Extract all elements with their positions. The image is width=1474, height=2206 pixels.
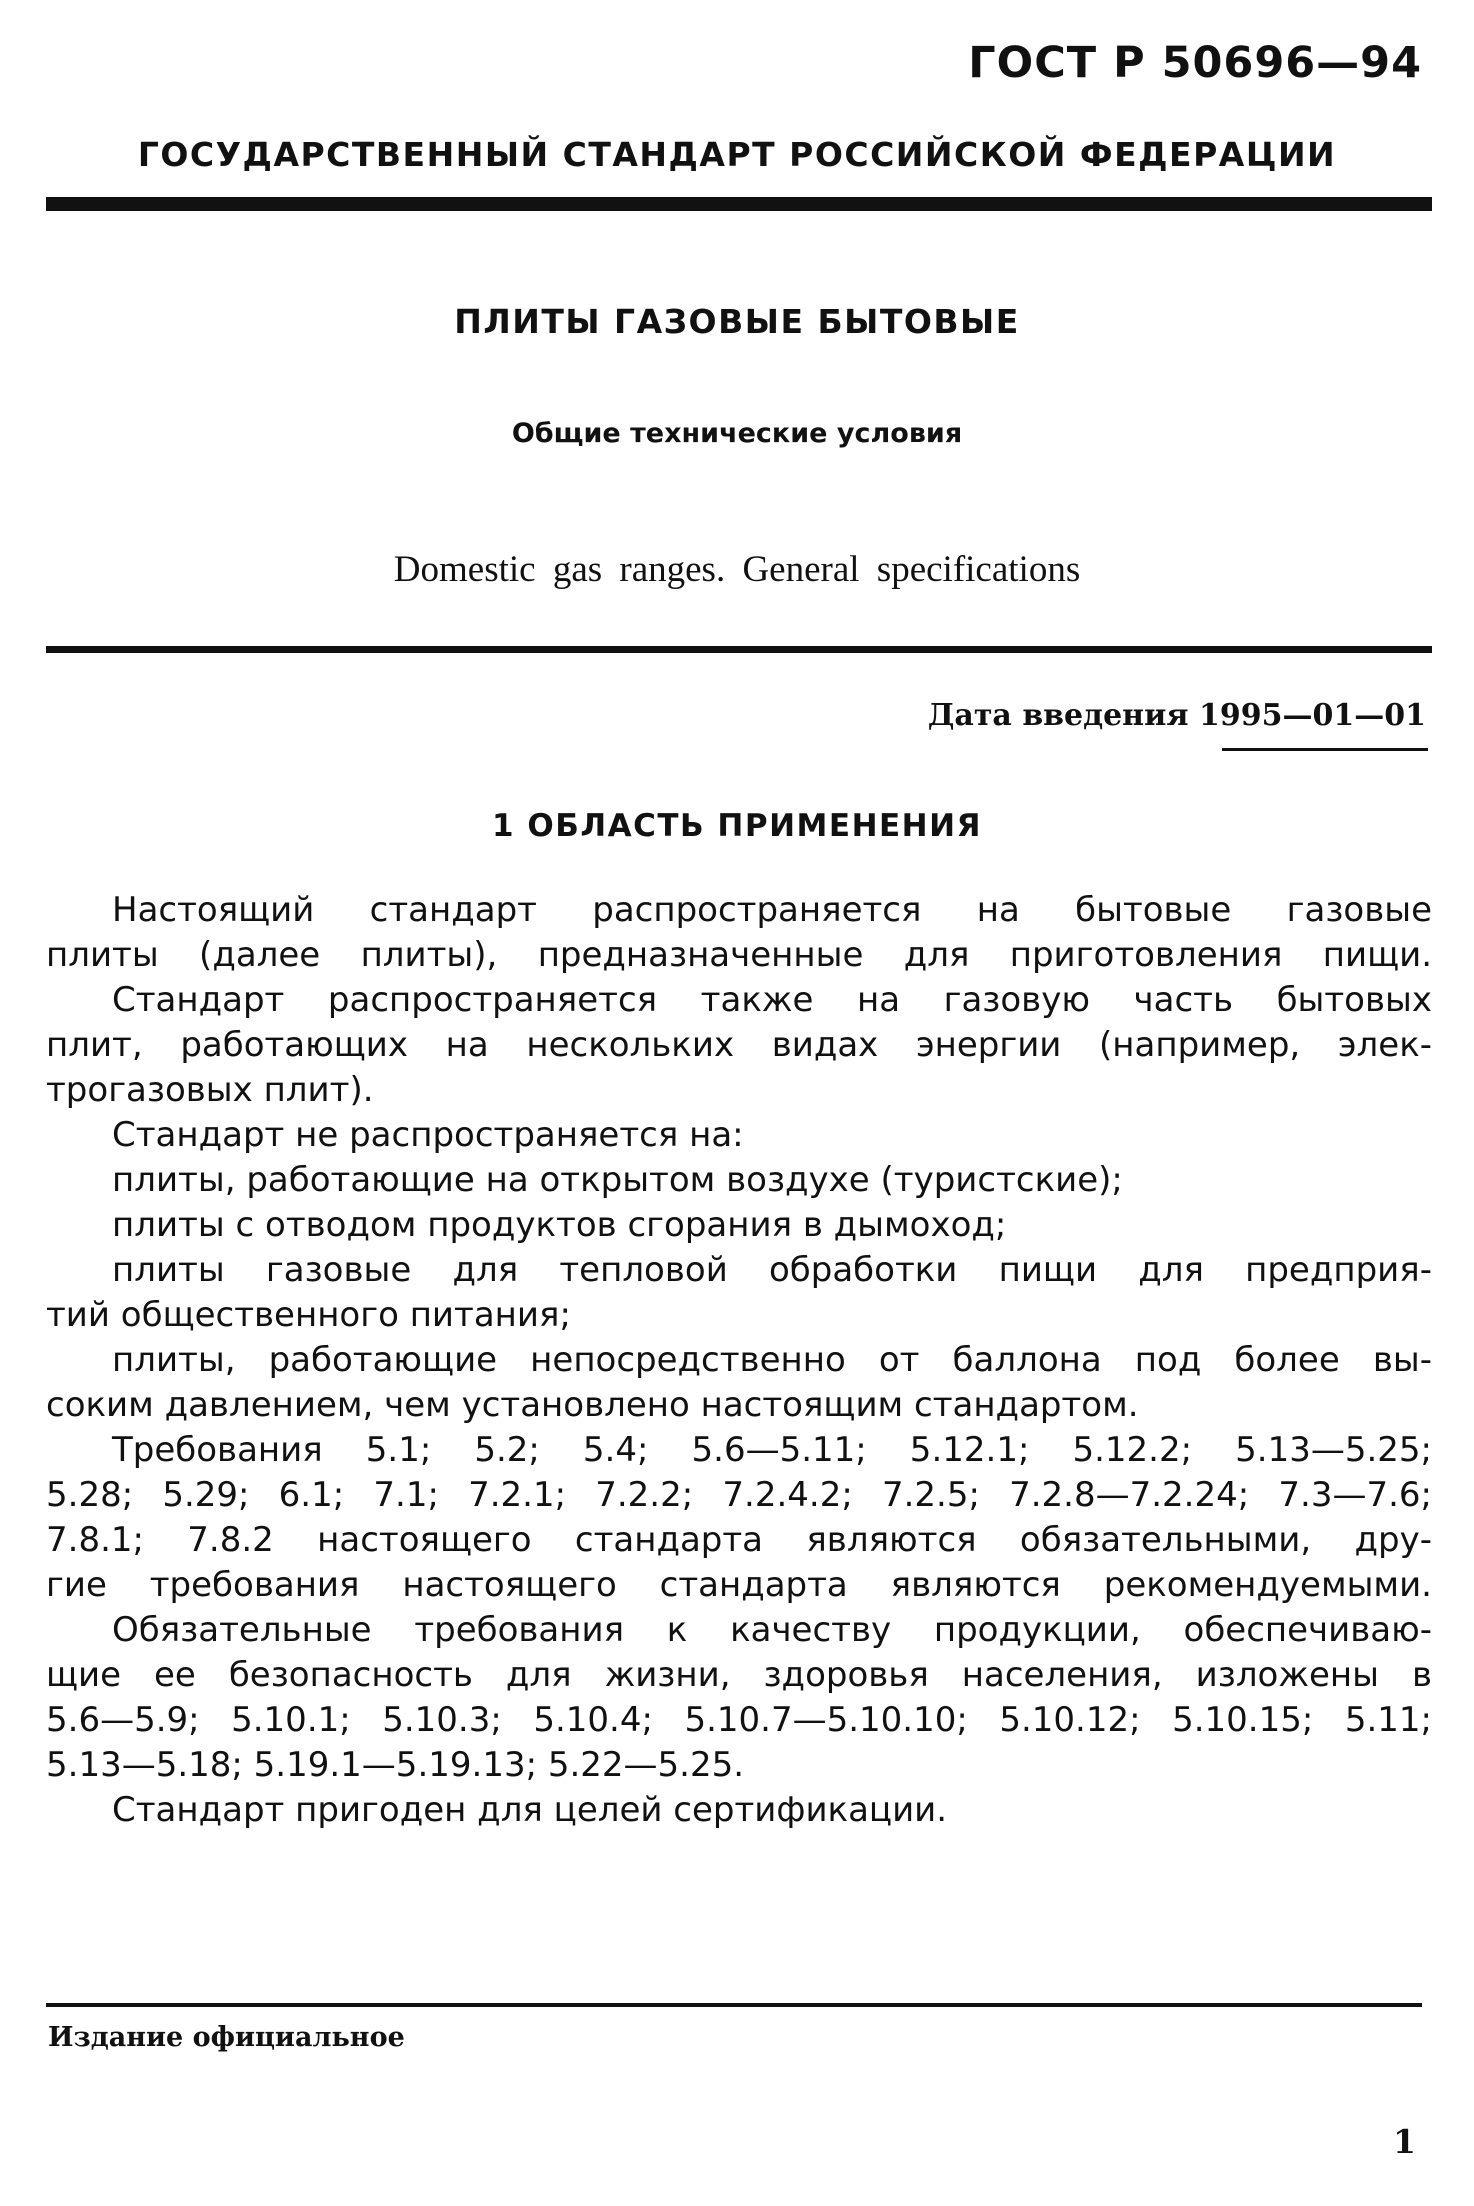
document-title-english: Domestic gas ranges. General specifications xyxy=(393,549,1081,590)
body-line: соким давлением, чем установлено настоящим стандартом. xyxy=(46,1385,1139,1425)
body-line: 5.6—5.9; 5.10.1; 5.10.3; 5.10.4; 5.10.7—5.10.10; 5.10.12; 5.10.15; 5.11; xyxy=(46,1700,1432,1740)
gost-number: ГОСТ Р 50696—94 xyxy=(968,38,1422,88)
body-line: Стандарт не распространяется на: xyxy=(112,1115,744,1155)
body-line: плиты газовые для тепловой обработки пищи для предприя- xyxy=(112,1250,1432,1290)
body-line: Настоящий стандарт распространяется на бытовые газовые xyxy=(112,890,1432,930)
state-standard-heading: ГОСУДАРСТВЕННЫЙ СТАНДАРТ РОССИЙСКОЙ ФЕДЕРАЦИИ xyxy=(137,135,1337,174)
introduction-date: Дата введения 1995—01—01 xyxy=(927,698,1426,733)
footer-rule xyxy=(46,2003,1422,2007)
body-line: трогазовых плит). xyxy=(46,1070,374,1110)
body-line: 5.28; 5.29; 6.1; 7.1; 7.2.1; 7.2.2; 7.2.4.2; 7.2.5; 7.2.8—7.2.24; 7.3—7.6; xyxy=(46,1475,1432,1515)
body-line: плиты с отводом продуктов сгорания в дымоход; xyxy=(112,1205,1007,1245)
body-line: плиты (далее плиты), предназначенные для приготовления пищи. xyxy=(46,935,1432,975)
body-line: щие ее безопасность для жизни, здоровья населения, изложены в xyxy=(46,1655,1432,1695)
body-line: тий общественного питания; xyxy=(46,1295,571,1335)
header-rule xyxy=(46,197,1432,211)
body-line: гие требования настоящего стандарта являются рекомендуемыми. xyxy=(46,1565,1432,1605)
body-line: плиты, работающие непосредственно от баллона под более вы- xyxy=(112,1340,1432,1380)
section-body xyxy=(46,888,1432,1833)
body-line: Стандарт распространяется также на газовую часть бытовых xyxy=(112,980,1432,1020)
page-number: 1 xyxy=(1393,2122,1416,2161)
title-rule xyxy=(46,646,1432,653)
document-subtitle: Общие технические условия xyxy=(511,418,963,449)
document-title: ПЛИТЫ ГАЗОВЫЕ БЫТОВЫЕ xyxy=(454,302,1020,341)
introduction-date-underline xyxy=(1222,748,1428,751)
body-line: Требования 5.1; 5.2; 5.4; 5.6—5.11; 5.12.1; 5.12.2; 5.13—5.25; xyxy=(112,1430,1432,1470)
body-line: Стандарт пригоден для целей сертификации. xyxy=(112,1790,948,1830)
body-line: плиты, работающие на открытом воздухе (туристские); xyxy=(112,1160,1123,1200)
body-line: 7.8.1; 7.8.2 настоящего стандарта являются обязательными, дру- xyxy=(46,1520,1432,1560)
section-heading: 1 ОБЛАСТЬ ПРИМЕНЕНИЯ xyxy=(492,808,982,844)
body-line: Обязательные требования к качеству продукции, обеспечиваю- xyxy=(112,1610,1432,1650)
body-line: плит, работающих на нескольких видах энергии (например, элек- xyxy=(46,1025,1432,1065)
edition-label: Издание официальное xyxy=(48,2022,405,2053)
body-line: 5.13—5.18; 5.19.1—5.19.13; 5.22—5.25. xyxy=(46,1745,745,1785)
